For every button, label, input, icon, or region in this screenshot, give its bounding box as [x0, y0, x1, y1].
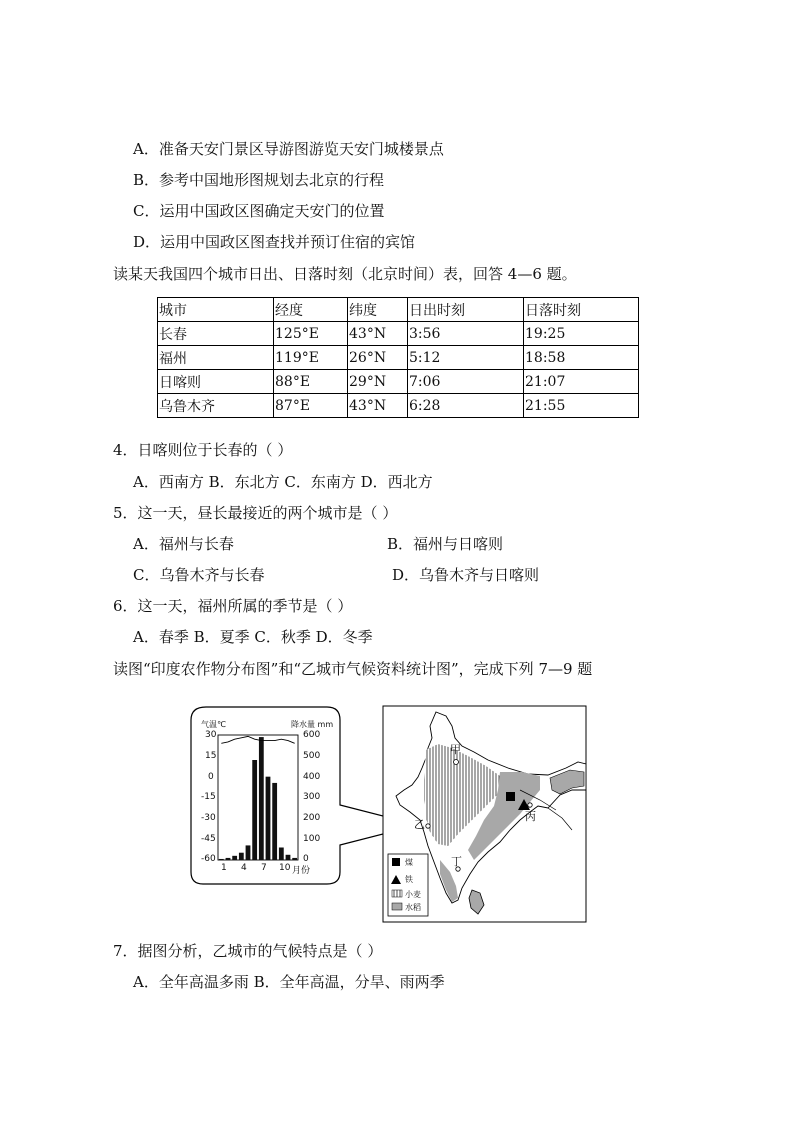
header-longitude: 经度 [274, 298, 348, 322]
legend-coal-label: 煤 [405, 858, 413, 867]
right-tick: 300 [303, 792, 321, 802]
left-tick: -15 [201, 792, 216, 802]
q5-option-a: A．福州与长春 [133, 535, 234, 553]
table-cell: 119°E [274, 346, 348, 370]
legend-iron-label: 铁 [405, 875, 413, 884]
q5-stem: 5．这一天，昼长最接近的两个城市是（ ） [113, 504, 398, 522]
table-cell: 6:28 [408, 394, 524, 418]
right-tick: 400 [303, 772, 321, 782]
map-label-jia: 甲 [450, 743, 461, 756]
q6-stem: 6．这一天，福州所属的季节是（ ） [113, 597, 353, 615]
x-tick: 1 [221, 863, 227, 873]
legend-wheat-symbol [392, 890, 402, 897]
x-axis-unit: 月份 [292, 866, 311, 876]
left-tick: -30 [201, 813, 216, 823]
right-tick: 200 [303, 813, 321, 823]
q4-stem: 4．日喀则位于长春的（ ） [113, 441, 293, 459]
q3-option-a: A．准备天安门景区导游图游览天安门城楼景点 [133, 140, 444, 158]
map-label-yi: 乙 [414, 818, 425, 831]
right-tick: 600 [303, 730, 321, 740]
table-cell: 乌鲁木齐 [158, 394, 274, 418]
left-tick: -45 [201, 834, 216, 844]
table-cell: 19:25 [524, 322, 639, 346]
header-latitude: 纬度 [348, 298, 408, 322]
table-cell: 87°E [274, 394, 348, 418]
legend-coal-symbol [392, 858, 400, 866]
precipitation-bar-6 [252, 760, 257, 860]
q7-options: A．全年高温多雨 B．全年高温，分旱、雨两季 [133, 973, 445, 991]
table-cell: 3:56 [408, 322, 524, 346]
x-tick: 7 [261, 863, 267, 873]
legend-rice-label: 水稻 [405, 903, 421, 912]
table-cell: 日喀则 [158, 370, 274, 394]
q3-option-b: B．参考中国地形图规划去北京的行程 [133, 171, 385, 189]
table-cell: 长春 [158, 322, 274, 346]
q6-options: A．春季 B．夏季 C．秋季 D．冬季 [133, 628, 373, 646]
left-tick: 30 [205, 730, 217, 740]
precipitation-bar-1 [219, 859, 224, 860]
q5-option-b: B．福州与日喀则 [387, 535, 504, 553]
right-tick: 500 [303, 751, 321, 761]
table-cell: 88°E [274, 370, 348, 394]
table-cell: 福州 [158, 346, 274, 370]
table-cell: 125°E [274, 322, 348, 346]
right-tick: 100 [303, 834, 321, 844]
header-sunrise: 日出时刻 [408, 298, 524, 322]
coal-symbol [506, 792, 515, 801]
precipitation-bar-10 [279, 848, 284, 861]
x-tick: 10 [279, 863, 291, 873]
q4-options: A．西南方 B．东北方 C．东南方 D．西北方 [133, 473, 433, 491]
map-label-ding: 丁 [451, 855, 462, 868]
table-cell: 18:58 [524, 346, 639, 370]
precipitation-bar-4 [239, 853, 244, 860]
map-label-bing: 丙 [525, 810, 536, 823]
table-cell: 21:55 [524, 394, 639, 418]
city-yi-marker [426, 824, 430, 828]
table-cell: 5:12 [408, 346, 524, 370]
header-sunset: 日落时刻 [524, 298, 639, 322]
table-cell: 43°N [348, 322, 408, 346]
precipitation-bar-12 [292, 858, 297, 860]
q3-option-c: C．运用中国政区图确定天安门的位置 [133, 202, 385, 220]
precipitation-bar-5 [246, 845, 251, 860]
precipitation-bar-2 [226, 858, 231, 860]
precipitation-bar-8 [266, 777, 271, 860]
left-tick: 0 [208, 772, 214, 782]
city-bing-marker [528, 803, 532, 807]
precipitation-bar-7 [259, 737, 264, 860]
header-city: 城市 [158, 298, 274, 322]
right-tick: 0 [303, 854, 309, 864]
q3-option-d: D．运用中国政区图查找并预订住宿的宾馆 [133, 233, 416, 251]
x-tick: 4 [241, 863, 247, 873]
q5-option-d: D．乌鲁木齐与日喀则 [392, 566, 540, 584]
table-cell: 43°N [348, 394, 408, 418]
precipitation-bar-9 [272, 783, 277, 860]
city-jia-marker [454, 760, 459, 765]
intro-7-9: 读图“印度农作物分布图”和“乙城市气候资料统计图”，完成下列 7—9 题 [113, 660, 593, 678]
chart-left-axis-label: 气温℃ [201, 720, 226, 729]
legend-wheat-label: 小麦 [405, 890, 421, 899]
precipitation-bar-11 [286, 855, 291, 860]
q7-stem: 7．据图分析，乙城市的气候特点是（ ） [113, 942, 383, 960]
left-tick: -60 [201, 854, 216, 864]
table-cell: 26°N [348, 346, 408, 370]
left-tick: 15 [205, 751, 217, 761]
q5-option-c: C．乌鲁木齐与长春 [133, 566, 265, 584]
legend-rice-symbol [392, 903, 402, 910]
chart-right-axis-label: 降水量 mm [291, 720, 334, 729]
table-cell: 21:07 [524, 370, 639, 394]
precipitation-bar-3 [232, 856, 237, 860]
table-cell: 29°N [348, 370, 408, 394]
intro-4-6: 读某天我国四个城市日出、日落时刻（北京时间）表，回答 4—6 题。 [113, 265, 577, 283]
table-cell: 7:06 [408, 370, 524, 394]
